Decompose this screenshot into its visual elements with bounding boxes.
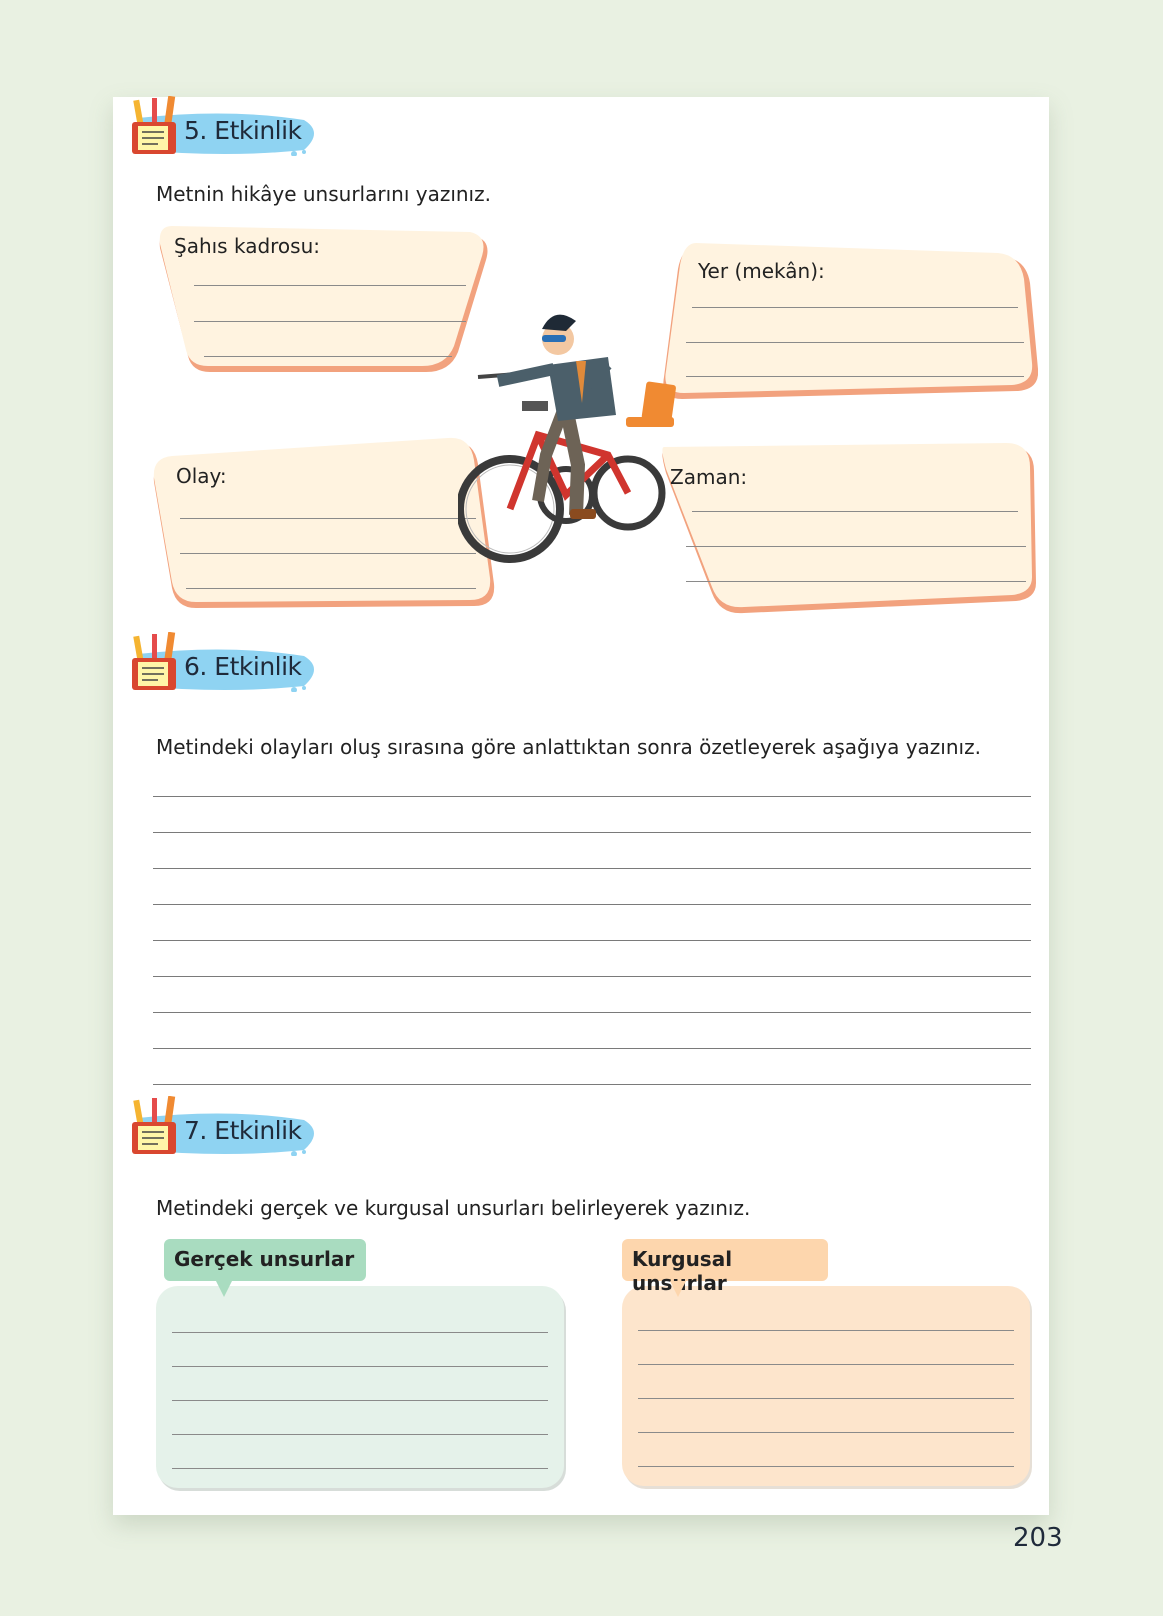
pencil-cup-icon (128, 632, 184, 698)
activity-6-instruction: Metindeki olayları oluş sırasına göre anlattıktan sonra özetleyerek aşağıya yazınız. (156, 735, 981, 759)
writing-line (686, 376, 1024, 377)
writing-line (153, 904, 1031, 905)
time-label: Zaman: (670, 465, 748, 489)
writing-line (153, 1048, 1031, 1049)
writing-line (153, 940, 1031, 941)
writing-line (638, 1398, 1014, 1399)
event-label: Olay: (176, 464, 227, 488)
real-elements-label: Gerçek unsurlar (174, 1247, 355, 1271)
page-number: 203 (1013, 1523, 1063, 1553)
writing-line (172, 1366, 548, 1367)
writing-line (194, 321, 466, 322)
writing-line (153, 1012, 1031, 1013)
fictional-elements-panel[interactable] (622, 1286, 1030, 1486)
writing-line (153, 868, 1031, 869)
fictional-elements-label: Kurgusal unsurlar (632, 1247, 733, 1295)
writing-line (638, 1364, 1014, 1365)
writing-line (172, 1468, 548, 1469)
writing-line (686, 546, 1026, 547)
writing-line (153, 832, 1031, 833)
writing-line (194, 285, 466, 286)
place-box[interactable] (660, 243, 1038, 403)
real-elements-panel[interactable] (156, 1286, 564, 1488)
activity-6-header (128, 632, 328, 698)
writing-line (172, 1400, 548, 1401)
pencil-cup-icon (128, 1096, 184, 1162)
writing-line (692, 307, 1018, 308)
writing-line (186, 588, 476, 589)
cyclist-illustration (458, 305, 678, 575)
writing-line (686, 342, 1024, 343)
activity-6-title: 6. Etkinlik (184, 652, 302, 681)
event-box[interactable] (152, 436, 496, 610)
writing-line (153, 1084, 1031, 1085)
writing-line (692, 511, 1018, 512)
writing-line (153, 976, 1031, 977)
activity-7-header (128, 1096, 328, 1162)
writing-line (686, 581, 1026, 582)
writing-line (180, 553, 476, 554)
characters-label: Şahıs kadrosu: (174, 234, 320, 258)
writing-line (172, 1332, 548, 1333)
activity-7-instruction: Metindeki gerçek ve kurgusal unsurları belirleyerek yazınız. (156, 1196, 751, 1220)
real-elements-tag (164, 1239, 366, 1281)
characters-box[interactable] (158, 226, 492, 382)
writing-line (638, 1432, 1014, 1433)
activity-5-instruction: Metnin hikâye unsurlarını yazınız. (156, 182, 491, 206)
tag-tail (670, 1281, 686, 1297)
pencil-cup-icon (128, 96, 184, 162)
time-box[interactable] (660, 443, 1038, 615)
activity-7-title: 7. Etkinlik (184, 1116, 302, 1145)
writing-line (204, 356, 452, 357)
activity-5-header (128, 96, 328, 162)
event-box-shape (152, 436, 496, 610)
writing-line (638, 1466, 1014, 1467)
writing-line (153, 796, 1031, 797)
writing-line (172, 1434, 548, 1435)
writing-line (638, 1330, 1014, 1331)
activity-5-title: 5. Etkinlik (184, 116, 302, 145)
tag-tail (216, 1281, 232, 1297)
fictional-elements-tag (622, 1239, 828, 1295)
place-label: Yer (mekân): (698, 259, 825, 283)
writing-line (180, 518, 476, 519)
